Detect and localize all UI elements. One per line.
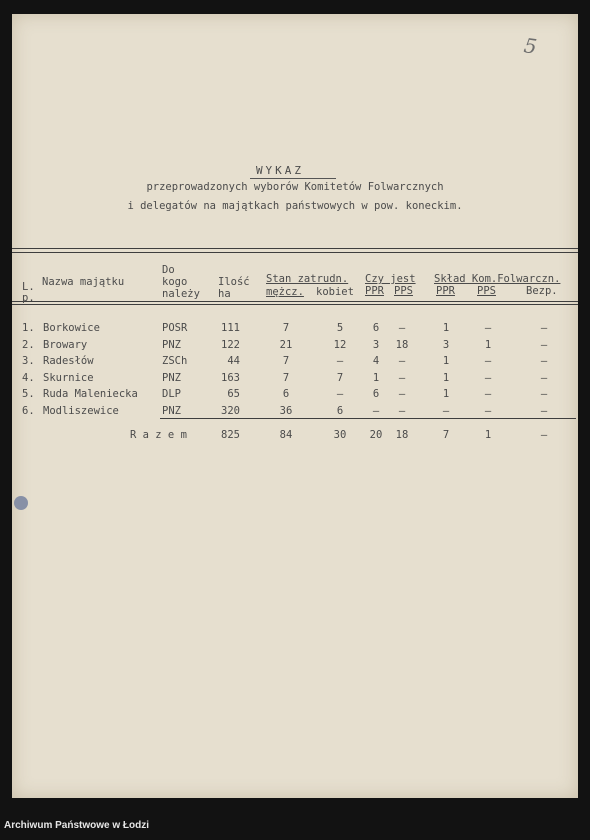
- cell-name: Radesłów: [43, 355, 94, 367]
- total-ppr: 20: [369, 429, 383, 441]
- cell-area: 163: [221, 372, 240, 384]
- cell-k-ppr: 1: [442, 322, 450, 334]
- cell-k-bezp: –: [540, 388, 548, 400]
- cell-area: 111: [221, 322, 240, 334]
- folio-number: 5: [522, 33, 539, 59]
- total-women: 30: [333, 429, 347, 441]
- total-k-bezp: –: [540, 429, 548, 441]
- cell-lp: 4.: [22, 372, 35, 384]
- cell-owner: PNZ: [162, 405, 181, 417]
- cell-men: 21: [279, 339, 293, 351]
- table-row: [0, 372, 590, 386]
- cell-k-ppr: 1: [442, 372, 450, 384]
- cell-lp: 6.: [22, 405, 35, 417]
- cell-k-ppr: –: [442, 405, 450, 417]
- cell-pps: –: [398, 372, 406, 384]
- cell-men: 7: [282, 372, 290, 384]
- cell-k-ppr: 3: [442, 339, 450, 351]
- cell-pps: 18: [395, 339, 409, 351]
- header-committee-bezp: Bezp.: [526, 285, 558, 297]
- title-underline: [250, 178, 336, 179]
- cell-k-pps: –: [484, 388, 492, 400]
- cell-k-pps: –: [484, 322, 492, 334]
- cell-area: 44: [227, 355, 240, 367]
- table-row: [0, 355, 590, 369]
- header-area-2: ha: [218, 288, 231, 300]
- cell-name: Borkowice: [43, 322, 100, 334]
- header-committee-pps: PPS: [477, 285, 496, 297]
- cell-area: 122: [221, 339, 240, 351]
- header-staff-women: kobiet: [316, 286, 354, 298]
- header-committee-ppr: PPR: [436, 285, 455, 297]
- archive-footer: Archiwum Państwowe w Łodzi: [4, 820, 150, 831]
- header-lp-1: L.: [22, 281, 35, 293]
- cell-area: 320: [221, 405, 240, 417]
- header-staff-men: mężcz.: [266, 286, 304, 298]
- subtitle-line-2: i delegatów na majątkach państwowych w pow. koneckim.: [127, 200, 463, 212]
- cell-pps: –: [398, 388, 406, 400]
- table-row: [0, 388, 590, 402]
- cell-pps: –: [398, 322, 406, 334]
- cell-name: Skurnice: [43, 372, 94, 384]
- header-area-1: Ilość: [218, 276, 250, 288]
- cell-ppr: 6: [372, 388, 380, 400]
- total-area: 825: [221, 429, 240, 441]
- cell-women: 6: [336, 405, 344, 417]
- table-top-rule: [12, 248, 578, 249]
- total-k-ppr: 7: [442, 429, 450, 441]
- cell-men: 36: [279, 405, 293, 417]
- cell-lp: 1.: [22, 322, 35, 334]
- header-party-pps: PPS: [394, 285, 413, 297]
- cell-k-ppr: 1: [442, 355, 450, 367]
- header-owner-3: należy: [162, 288, 200, 300]
- cell-ppr: 3: [372, 339, 380, 351]
- header-staff: Stan zatrudn.: [266, 273, 349, 285]
- punch-hole: [14, 496, 28, 510]
- header-party: Czy jest: [365, 273, 416, 285]
- total-pps: 18: [395, 429, 409, 441]
- cell-lp: 3.: [22, 355, 35, 367]
- header-party-ppr: PPR: [365, 285, 384, 297]
- cell-ppr: –: [372, 405, 380, 417]
- cell-women: 5: [336, 322, 344, 334]
- cell-owner: PNZ: [162, 372, 181, 384]
- subtitle-line-1: przeprowadzonych wyborów Komitetów Folwarcznych: [146, 181, 444, 193]
- cell-k-bezp: –: [540, 322, 548, 334]
- cell-owner: ZSCh: [162, 355, 188, 367]
- cell-area: 65: [227, 388, 240, 400]
- cell-women: –: [336, 355, 344, 367]
- cell-owner: DLP: [162, 388, 181, 400]
- cell-k-bezp: –: [540, 405, 548, 417]
- cell-k-pps: –: [484, 372, 492, 384]
- total-men: 84: [279, 429, 293, 441]
- table-row: [0, 339, 590, 353]
- cell-k-pps: 1: [484, 339, 492, 351]
- cell-men: 6: [282, 388, 290, 400]
- cell-lp: 5.: [22, 388, 35, 400]
- cell-owner: PNZ: [162, 339, 181, 351]
- cell-women: 7: [336, 372, 344, 384]
- header-bottom-rule-2: [12, 304, 578, 305]
- header-bottom-rule: [12, 301, 578, 302]
- cell-name: Browary: [43, 339, 88, 351]
- cell-k-bezp: –: [540, 355, 548, 367]
- total-k-pps: 1: [484, 429, 492, 441]
- document-title: WYKAZ: [255, 164, 305, 177]
- cell-k-pps: –: [484, 405, 492, 417]
- cell-k-bezp: –: [540, 339, 548, 351]
- cell-k-bezp: –: [540, 372, 548, 384]
- header-committee: Skład Kom.Folwarczn.: [434, 273, 561, 285]
- table-row: [0, 322, 590, 336]
- header-lp-2: p.: [22, 292, 35, 304]
- cell-owner: POSR: [162, 322, 188, 334]
- cell-name: Ruda Maleniecka: [43, 388, 138, 400]
- cell-pps: –: [398, 405, 406, 417]
- cell-ppr: 1: [372, 372, 380, 384]
- cell-k-pps: –: [484, 355, 492, 367]
- cell-pps: –: [398, 355, 406, 367]
- cell-men: 7: [282, 355, 290, 367]
- header-owner-2: kogo: [162, 276, 188, 288]
- cell-k-ppr: 1: [442, 388, 450, 400]
- header-owner-1: Do: [162, 264, 175, 276]
- table-top-rule-2: [12, 252, 578, 253]
- total-row: [0, 429, 590, 443]
- cell-ppr: 4: [372, 355, 380, 367]
- cell-ppr: 6: [372, 322, 380, 334]
- cell-men: 7: [282, 322, 290, 334]
- cell-women: 12: [333, 339, 347, 351]
- cell-name: Modliszewice: [43, 405, 119, 417]
- table-row: [0, 405, 590, 419]
- header-name: Nazwa majątku: [42, 276, 125, 288]
- cell-women: –: [336, 388, 344, 400]
- total-label: R a z e m: [130, 429, 187, 441]
- cell-lp: 2.: [22, 339, 35, 351]
